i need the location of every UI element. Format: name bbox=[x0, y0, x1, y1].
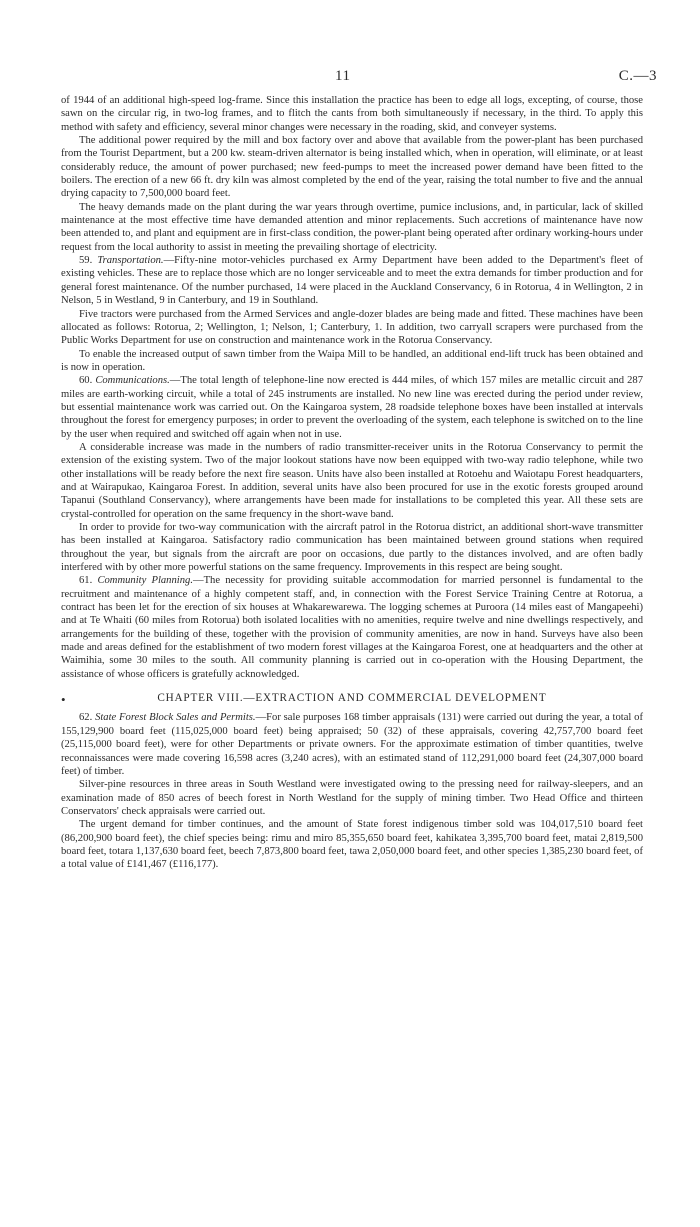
paragraph: of 1944 of an additional high-speed log-frame. Since this installation the practice has been to edge all logs, excepting, of course, those sawn on the circular rig, in two-log frames, and to flitch the cants from both simultaneously if necessary, in the third. To apply this method with safety and efficiency, several minor changes were necessary in the roading, skid, and conveyer systems. bbox=[61, 95, 643, 133]
section-number: 60. bbox=[79, 375, 96, 387]
section-text: —The necessity for providing suitable accommodation for married personnel is fundamental to the recruitment and maintenance of a highly competent staff, and, in connection with the Forest Service Training Centre at Rotorua, a contract has been let for the erection of six houses at Whakarewarewa. The logging schemes at Puroora (14 miles east of Mangapeehi) and at Te Whaiti (60 miles from Rotorua) both isolated localities with no amenities, require twelve and nine dwellings respectively, and arrangements for the building of these, together with the provision of community amenities, are now in hand. Surveys have also been made and areas defined for the establishment of two modern forest villages at the Kaingaroa Forest, one at headquarters and the other at Waimihia, some 30 miles to the south. All community planning is carried out in co-operation with the Housing Department, the assistance of whose officers is gratefully acknowledged. bbox=[61, 575, 643, 680]
section-number: 61. bbox=[79, 575, 98, 587]
section-number: 59. bbox=[79, 255, 98, 267]
section-59-paragraph bbox=[61, 254, 643, 307]
bullet-mark: • bbox=[61, 692, 67, 708]
section-number: 62. bbox=[79, 712, 96, 724]
section-text: —The total length of telephone-line now erected is 444 miles, of which 157 miles are metallic circuit and 287 miles are earth-working circuit, while a total of 245 instruments are installed. No new line was erected during the period under review, but essential maintenance work was carried out. On the Kaingaroa system, 28 roadside telephone boxes have been installed at intervals throughout the forest for emergency purposes; in order to prevent the overloading of the system, each telephone is switched on to the line by the user when required and switched off again when not in use. bbox=[61, 375, 644, 440]
paragraph: The additional power required by the mill and box factory over and above that available from the power-plant has been purchased from the Tourist Department, but a 200 kw. steam-driven alternator is being installed which, when in operation, will eliminate, or at least considerably reduce, the amount of power purchased; new feed-pumps to meet the increased power demand have been fitted to the boilers. The erection of a new 66 ft. dry kiln was almost completed by the end of the year, raising the total number to five and the annual drying capacity to 7,500,000 board feet. bbox=[61, 135, 643, 200]
document-reference: C.—3 bbox=[618, 68, 657, 84]
section-text: —For sale purposes 168 timber appraisals (131) were carried out during the year, a total of 155,129,900 board feet (115,025,000 board feet) being appraised; 50 (32) of these appraisals, covering 42,757,700 board feet (25,115,000 board feet), were for other Departments or private owners. For the approximate estimation of timber quantities, twelve reconnaissances were made covering 16,598 acres (3,240 acres), with an estimated stand of 112,291,000 board feet (24,307,000 board feet) of timber. bbox=[61, 712, 644, 777]
page-number: 11 bbox=[335, 68, 351, 84]
paragraph: Five tractors were purchased from the Armed Services and angle-dozer blades are being made and fitted. These machines have been allocated as follows: Rotorua, 2; Wellington, 1; Nelson, 1; Canterbury, 1. In addition, two carryall scrapers were purchased from the Public Works Department for use on construction and maintenance work in the Rotorua Conservancy. bbox=[61, 308, 643, 347]
paragraph: The heavy demands made on the plant during the war years through overtime, pumice inclusions, and, in particular, lack of skilled maintenance at the most effective time have demanded attention and minor replacements. Such accretions of maintenance have now been attended to, and plant and equipment are in first-class condition, the power-plant being operated after ordinary working-hours under request from the local authority to assist in meeting the prevailing shortage of electricity. bbox=[61, 201, 643, 253]
paragraph: In order to provide for two-way communication with the aircraft patrol in the Rotorua district, an additional short-wave transmitter has been installed at Kaingaroa. Satisfactory radio communication has been maintained between ground stations when required throughout the year, but signals from the aircraft are poor on occasions, due partly to the distances involved, and are often badly interfered with by other more powerful stations on the same frequency. Improvements in this respect are being sought. bbox=[61, 522, 643, 574]
paragraph: A considerable increase was made in the numbers of radio transmitter-receiver units in the Rotorua Conservancy to permit the extension of the existing system. Two of the major lookout stations have now been equipped with two-way radio telephone, while two other installations will be ready before the next fire season. Units have also been installed at Rotoehu and Waiotapu Forest headquarters, and at Wairapukao, Kaingaroa Forest. In addition, several units have also been procured for use in the exotic forests grouped around Tapanui (Southland Conservancy), where arrangements have been made for installations to be completed this year. All these sets are crystal-controlled for operation on the same frequency in the short-wave band. bbox=[61, 441, 643, 520]
paragraph: To enable the increased output of sawn timber from the Waipa Mill to be handled, an additional end-lift truck has been obtained and is now in operation. bbox=[61, 348, 643, 373]
section-title: Transportation. bbox=[97, 255, 164, 267]
section-60-paragraph bbox=[61, 374, 643, 441]
section-61-paragraph bbox=[61, 574, 643, 681]
body-text bbox=[61, 94, 643, 872]
chapter-heading bbox=[61, 692, 643, 708]
section-title: Community Planning. bbox=[97, 575, 193, 587]
section-text: —Fifty-nine motor-vehicles purchased ex Army Department have been added to the Department's fleet of existing vehicles. These are to replace those which are no longer serviceable and to meet the extra demands for timber production and for general forest maintenance. Of the number purchased, 14 were placed in the Auckland Conservancy, 6 in Rotorua, 4 in Wellington, 2 in Nelson, 5 in Westland, 9 in Canterbury, and 19 in Southland. bbox=[61, 255, 644, 307]
section-title: Communications. bbox=[95, 375, 170, 387]
paragraph: The urgent demand for timber continues, and the amount of State forest indigenous timber sold was 104,017,510 board feet (86,200,900 board feet), the chief species being: rimu and miro 85,355,650 board feet, kahikatea 3,395,700 board feet, matai 2,819,500 board feet, totara 1,137,630 board feet, beech 7,873,800 board feet, tawa 2,050,000 board feet, and other species 1,385,230 board feet, of a total value of £141,467 (£116,177). bbox=[61, 819, 643, 871]
page-header bbox=[0, 68, 700, 88]
section-title: State Forest Block Sales and Permits. bbox=[95, 712, 256, 724]
section-62-paragraph bbox=[61, 711, 643, 778]
chapter-title: CHAPTER VIII.—EXTRACTION AND COMMERCIAL DEVELOPMENT bbox=[157, 692, 547, 705]
paragraph: Silver-pine resources in three areas in South Westland were investigated owing to the pressing need for railway-sleepers, and an examination made of 850 acres of beech forest in North Westland for the supply of mining timber. Two Head Office and thirteen Conservators' check appraisals were carried out. bbox=[61, 779, 643, 817]
